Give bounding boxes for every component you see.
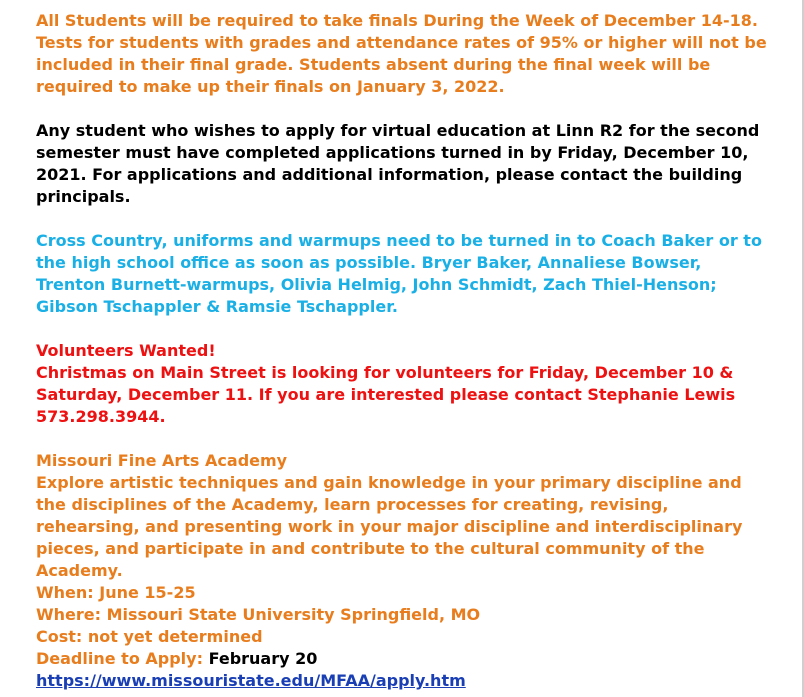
- finals-text: All Students will be required to take finals During the Week of December 14-18. Tests for students with grades and attendance rates of 95% or higher will not be included in their final grade. Students absent during the final week will be required to make up their finals on January 3, 2022.: [36, 11, 767, 96]
- mfaa-deadline-label: Deadline to Apply:: [36, 649, 203, 668]
- mfaa-announcement: [36, 450, 771, 692]
- mfaa-deadline: [36, 648, 771, 670]
- volunteers-text: Christmas on Main Street is looking for volunteers for Friday, December 10 & Saturday, December 11. If you are interested please contact Stephanie Lewis 573.298.3944.: [36, 363, 736, 426]
- mfaa-where: Where: Missouri State University Springfield, MO: [36, 605, 481, 624]
- mfaa-when: When: June 15-25: [36, 583, 196, 602]
- mfaa-description: Explore artistic techniques and gain knowledge in your primary discipline and the disciplines of the Academy, learn processes for creating, revising, rehearsing, and presenting work in your major discipline and interdisciplinary pieces, and participate in and contribute to the cultural community of the Academy.: [36, 473, 743, 580]
- mfaa-deadline-value: February 20: [208, 649, 318, 668]
- cross-country-text: Cross Country, uniforms and warmups need to be turned in to Coach Baker or to the high school office as soon as possible. Bryer Baker, Annaliese Bowser, Trenton Burnett-warmups, Olivia Helmig, John Schmidt, Zach Thiel-Henson; Gibson Tschappler & Ramsie Tschappler.: [36, 231, 762, 316]
- mfaa-apply-link[interactable]: https://www.missouristate.edu/MFAA/apply.htm: [36, 671, 466, 690]
- volunteers-heading: Volunteers Wanted!: [36, 341, 216, 360]
- virtual-education-text: Any student who wishes to apply for virtual education at Linn R2 for the second semester must have completed applications turned in by Friday, December 10, 2021. For applications and additional information, please contact the building principals.: [36, 121, 760, 206]
- finals-announcement: [36, 10, 771, 98]
- announcements-content: [36, 10, 771, 692]
- mfaa-heading: Missouri Fine Arts Academy: [36, 451, 288, 470]
- mfaa-cost: Cost: not yet determined: [36, 627, 263, 646]
- virtual-education-announcement: [36, 120, 771, 208]
- mfaa-link-line: [36, 670, 771, 692]
- cross-country-announcement: [36, 230, 771, 318]
- volunteers-announcement: [36, 340, 771, 428]
